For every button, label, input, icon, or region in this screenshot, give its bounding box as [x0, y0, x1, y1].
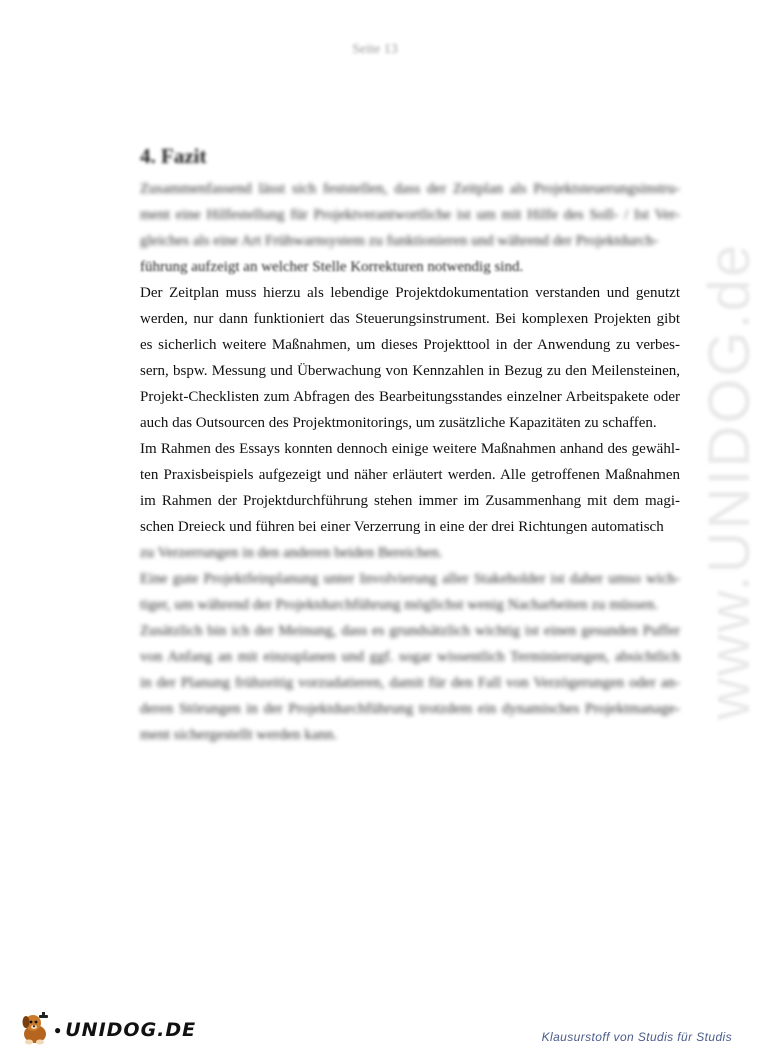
text-line: werden, nur dann funktioniert das Steuerungsinstrument. Bei komplexen Projekten gibt [140, 311, 680, 327]
text-line: zu Verzerrungen in den anderen beiden Bereichen. [140, 545, 443, 561]
paw-icon: ● [54, 1022, 62, 1037]
text-line: ment eine Hilfestellung für Projektverantwortliche ist um mit Hilfe des Soll- / Ist Ver- [140, 207, 680, 223]
text-line: Der Zeitplan muss hierzu als lebendige Projektdokumentation verstanden und genutzt [140, 285, 680, 301]
paragraph [140, 254, 680, 280]
text-line: Eine gute Projektfeinplanung unter Involvierung aller Stakeholder ist daher umso wich- [140, 571, 680, 587]
paragraph [140, 436, 680, 540]
section-heading: 4. Fazit [140, 144, 207, 168]
paragraph [140, 540, 680, 566]
body-text [140, 176, 680, 748]
paragraph [140, 566, 680, 618]
text-line: Im Rahmen des Essays konnten dennoch einige weitere Maßnahmen anhand des gewähl- [140, 441, 680, 457]
text-line: ten Praxisbeispiels aufgezeigt und näher erläutert werden. Alle getroffenen Maßnahmen [140, 467, 680, 483]
watermark: www.UNIDOG.de [697, 242, 762, 720]
logo-text: UNIDOG.DE [65, 1019, 197, 1041]
text-line: in der Planung frühzeitig vorzudatieren, damit für den Fall von Verzögerungen oder an- [140, 675, 680, 691]
text-line: sern, bspw. Messung und Überwachung von Kennzahlen in Bezug zu den Meilensteinen, [140, 363, 680, 379]
text-line: Projekt-Checklisten zum Abfragen des Bearbeitungsstandes einzelner Arbeitspakete oder [140, 389, 680, 405]
footer-tagline: Klausurstoff von Studis für Studis [541, 1030, 732, 1044]
paragraph [140, 280, 680, 436]
footer-logo[interactable] [18, 1010, 196, 1050]
text-line: schen Dreieck und führen bei einer Verzerrung in eine der drei Richtungen automatisch [140, 519, 664, 535]
text-line: es sicherlich weitere Maßnahmen, um dieses Projekttool in der Anwendung zu verbes- [140, 337, 680, 353]
text-line: im Rahmen der Projektdurchführung stehen immer im Zusammenhang mit dem magi- [140, 493, 680, 509]
text-line: ment sichergestellt werden kann. [140, 727, 338, 743]
text-line: von Anfang an mit einzuplanen und ggf. sogar wissentlich Terminierungen, absichtlich [140, 649, 680, 665]
text-line: gleiches als eine Art Frühwarnsystem zu funktionieren und während der Projektdurch- [140, 233, 659, 249]
text-line: tiger, um während der Projektdurchführung möglichst wenig Nacharbeiten zu müssen. [140, 597, 659, 613]
page-number: Seite 13 [352, 42, 398, 57]
text-line: Zusammenfassend lässt sich feststellen, dass der Zeitplan als Projektsteuerungsinstru- [140, 181, 680, 197]
text-line: auch das Outsourcen des Projektmonitorings, um zusätzliche Kapazitäten zu schaffen. [140, 415, 657, 431]
text-line: Zusätzlich bin ich der Meinung, dass es grundsätzlich wichtig ist einen gesunden Puffer [140, 623, 680, 639]
text-line: deren Störungen in der Projektdurchführung trotzdem ein dynamisches Projektmanage- [140, 701, 680, 717]
text-line: führung aufzeigt an welcher Stelle Korrekturen notwendig sind. [140, 259, 524, 275]
paragraph [140, 618, 680, 748]
dog-logo-icon [18, 1010, 52, 1051]
paragraph [140, 176, 680, 254]
